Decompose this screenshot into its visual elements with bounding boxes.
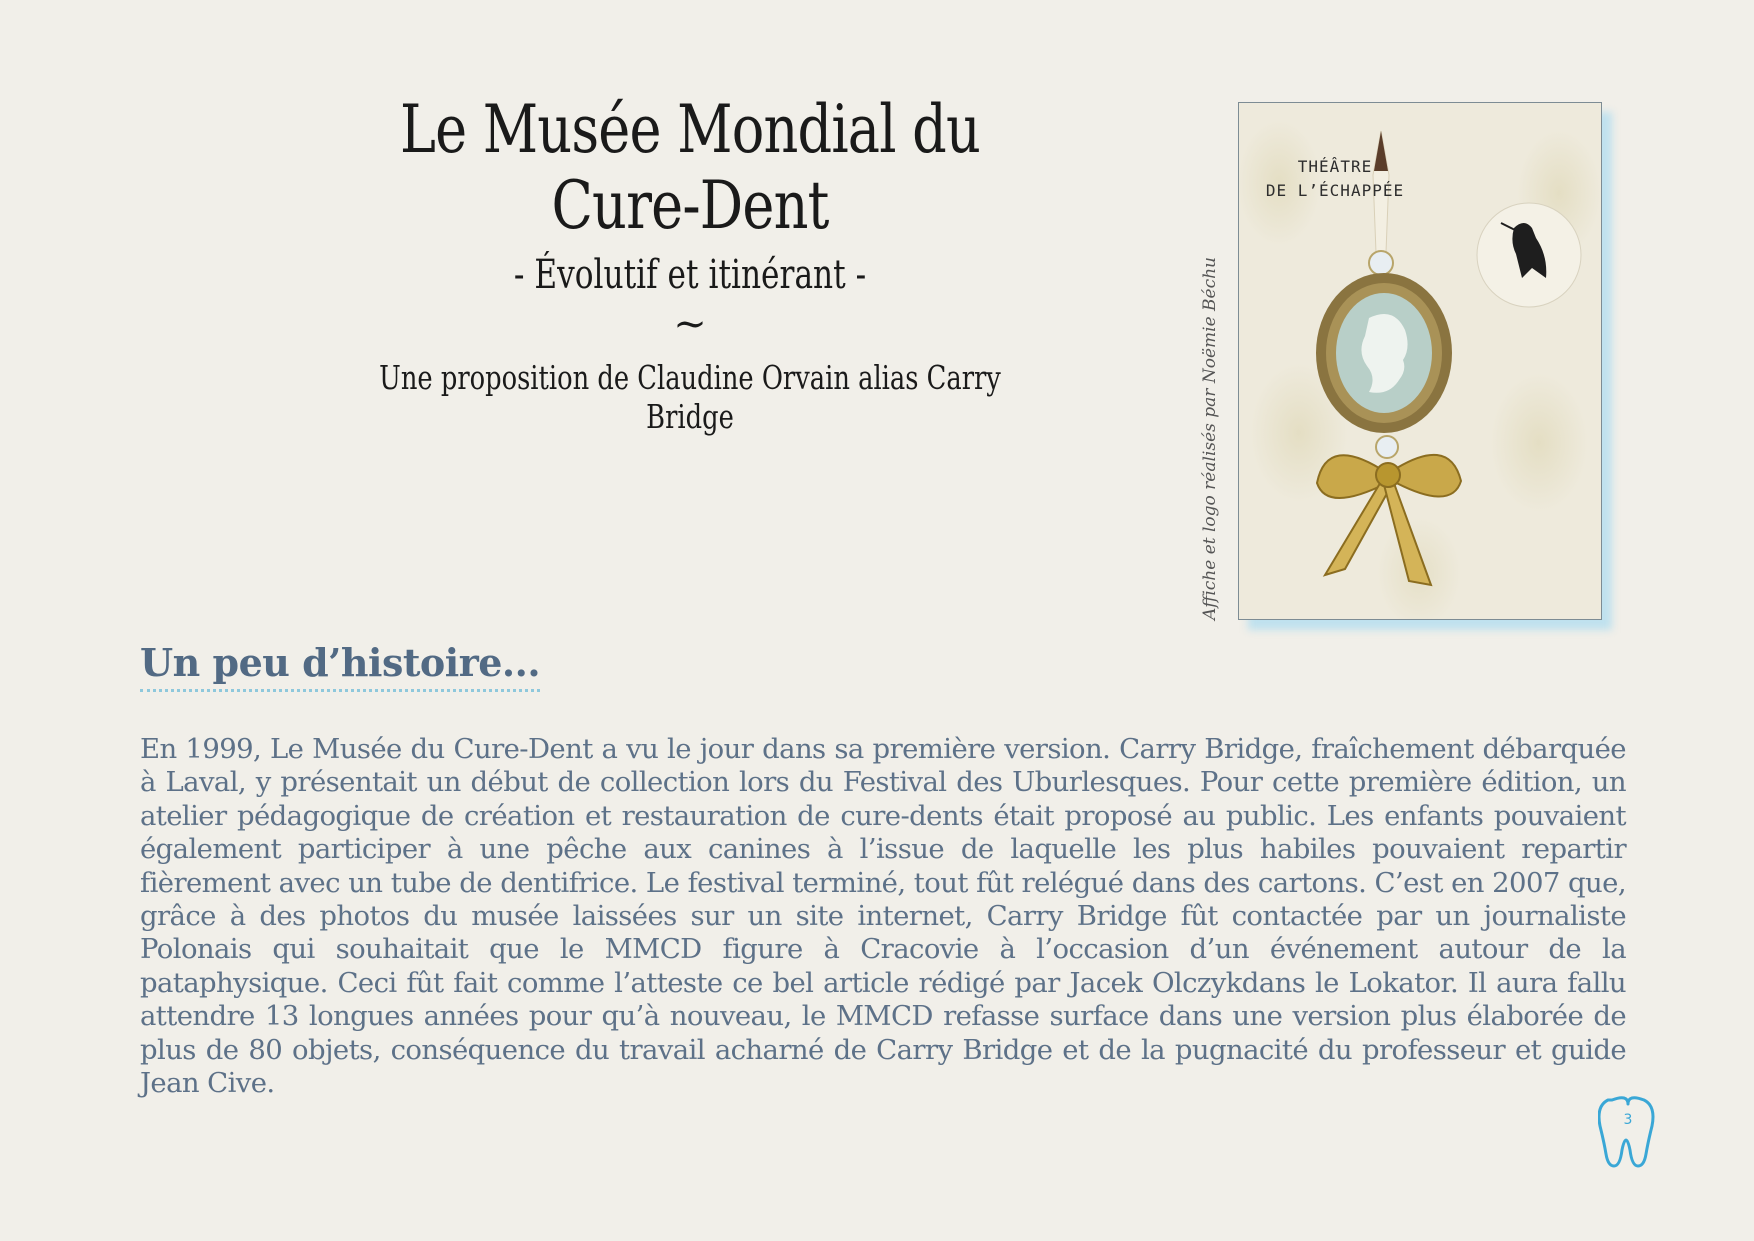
- page-title: Le Musée Mondial du Cure-Dent: [400, 91, 980, 244]
- theatre-line-1: THÉÂTRE: [1297, 157, 1373, 176]
- page-number: 3: [1623, 1112, 1633, 1128]
- history-paragraph: En 1999, Le Musée du Cure-Dent a vu le jour dans sa première version. Carry Bridge, fraîchement débarquée à Laval, y présentait un début de collection lors du Festival des Uburlesques. Pour cette première édition, un atelier pédagogique de création et restauration de cure-dents était proposé au public. Les enfants pouvaient également participer à une pêche aux canines à l’issue de laquelle les plus habiles pouvaient repartir fièrement avec un tube de dentifrice. Le festival terminé, tout fût relégué dans des cartons. C’est en 2007 que, grâce à des photos du musée laissées sur un site internet, Carry Bridge fût contactée par un journaliste Polonais qui souhaitait que le MMCD figure à Cracovie à l’occasion d’un événement autour de la pataphysique. Ceci fût fait comme l’atteste ce bel article rédigé par Jacek Olczykdans le Lokator. Il aura fallu attendre 13 longues années pour qu’à nouveau, le MMCD refasse surface dans une version plus élaborée de plus de 80 objets, conséquence du travail acharné de Carry Bridge et de la pugnacité du professeur et guide Jean Cive.: [140, 733, 1626, 1100]
- tilde-ornament: ~: [673, 300, 707, 347]
- tooth-icon: [1598, 1096, 1658, 1168]
- poster-frame: [1238, 102, 1602, 620]
- author-credit: Une proposition de Claudine Orvain alias Carry Bridge: [379, 357, 1001, 436]
- poster-image: [1238, 102, 1602, 620]
- page-header: [250, 92, 1130, 436]
- section-heading: Un peu d’histoire...: [140, 640, 540, 692]
- theatre-line-2: DE L’ÉCHAPPÉE: [1265, 181, 1405, 200]
- page-subtitle: - Évolutif et itinérant -: [513, 251, 867, 298]
- poster-credit: Affiche et logo réalisés par Noëmie Béchu: [1200, 256, 1220, 620]
- theatre-name: [1265, 155, 1405, 203]
